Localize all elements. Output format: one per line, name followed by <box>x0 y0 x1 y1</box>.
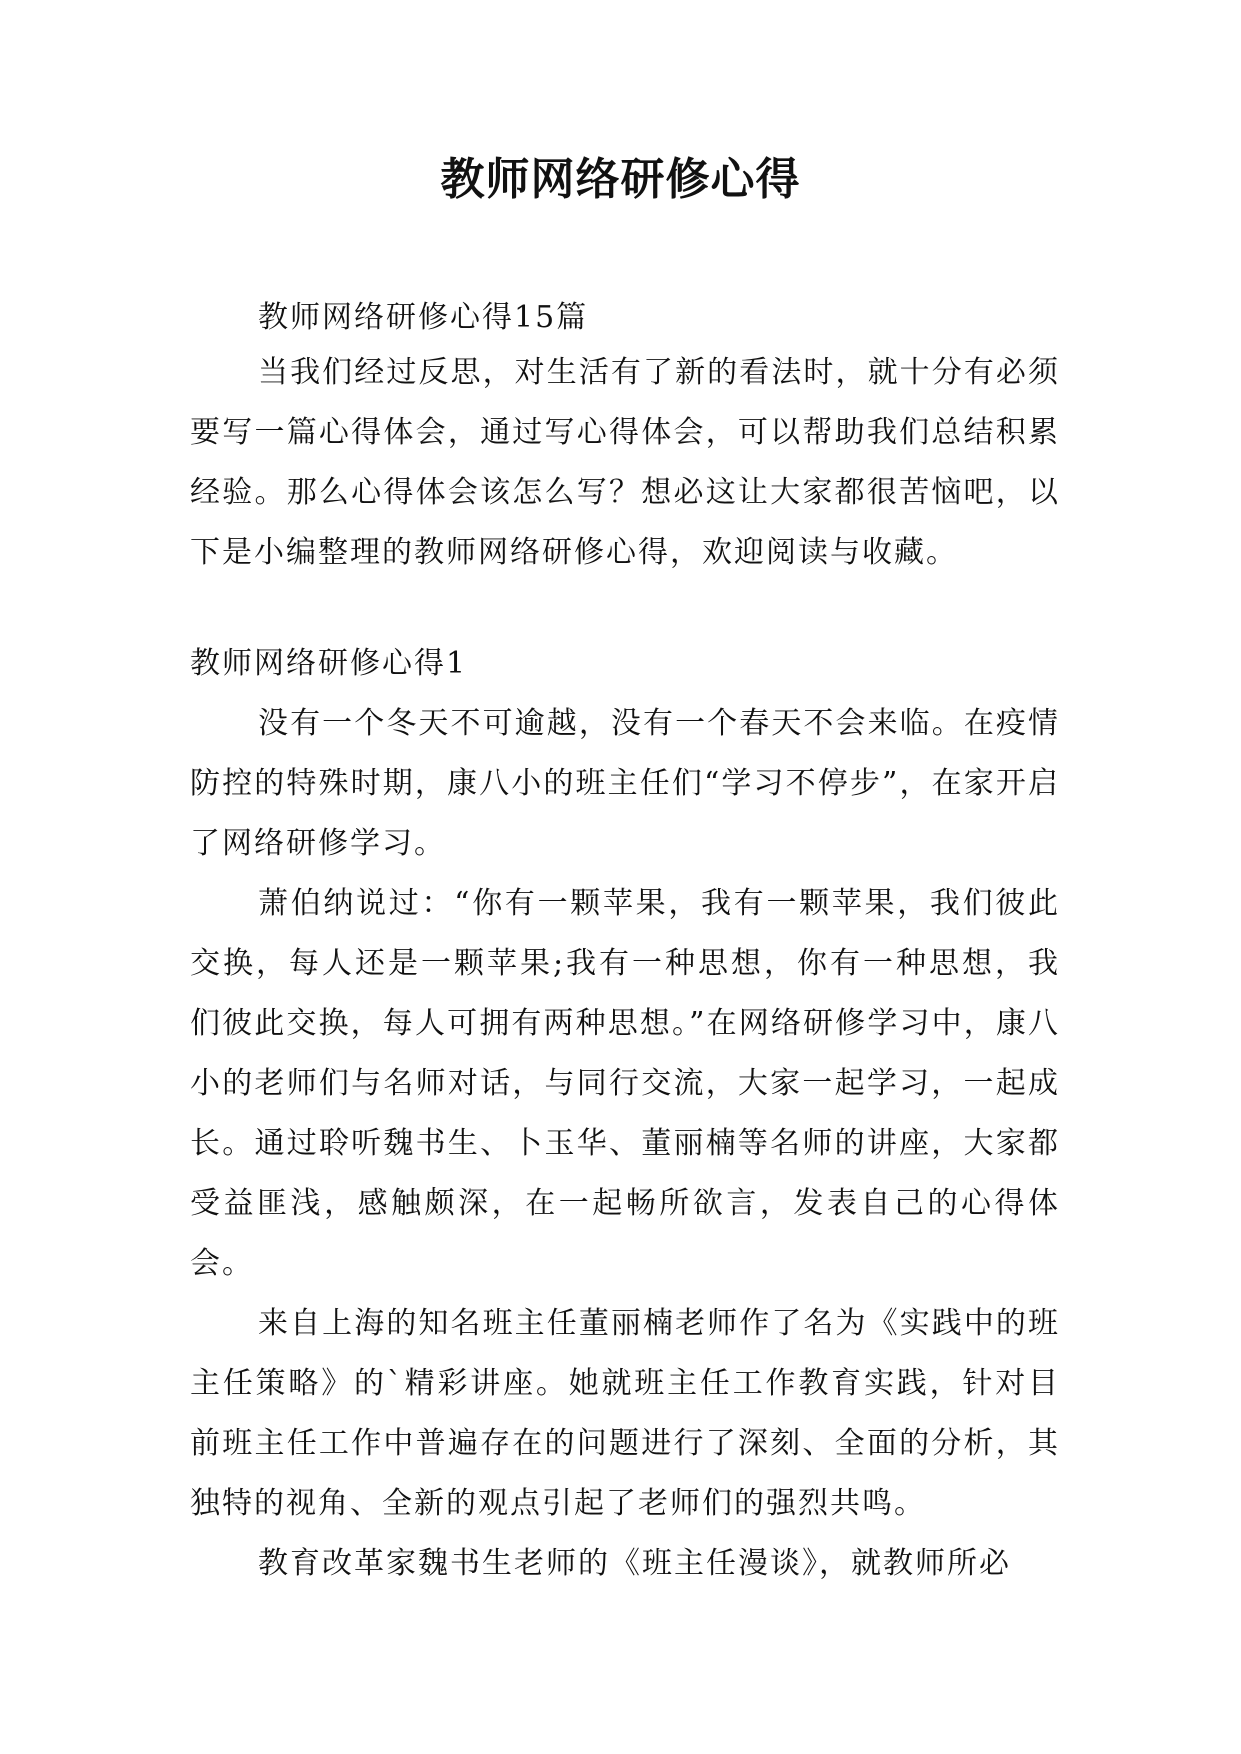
paragraph-3: 来自上海的知名班主任董丽楠老师作了名为《实践中的班主任策略》的`精彩讲座。她就班主任工作教育实践，针对目前班主任工作中普遍存在的问题进行了深刻、全面的分析，其独特的视角、全新的观点引起了老师们的强烈共鸣。 <box>190 1306 1060 1521</box>
section-heading: 教师网络研修心得1 <box>190 646 468 681</box>
document-title: 教师网络研修心得 <box>440 154 801 205</box>
article-section <box>190 634 1060 1594</box>
document-subtitle: 教师网络研修心得15篇 <box>258 300 589 335</box>
paragraph-2: 萧伯纳说过：“你有一颗苹果，我有一颗苹果，我们彼此交换，每人还是一颗苹果;我有一种思想，你有一种思想，我们彼此交换，每人可拥有两种思想。”在网络研修学习中，康八小的老师们与名师对话，与同行交流，大家一起学习，一起成长。通过聆听魏书生、卜玉华、董丽楠等名师的讲座，大家都受益匪浅，感触颇深，在一起畅所欲言，发表自己的心得体会。 <box>190 886 1060 1281</box>
paragraph-1: 没有一个冬天不可逾越，没有一个春天不会来临。在疫情防控的特殊时期，康八小的班主任们“学习不停步”，在家开启了网络研修学习。 <box>190 706 1060 861</box>
intro-paragraph: 当我们经过反思，对生活有了新的看法时，就十分有必须要写一篇心得体会，通过写心得体会，可以帮助我们总结积累经验。那么心得体会该怎么写？想必这让大家都很苦恼吧，以下是小编整理的教师网络研修心得，欢迎阅读与收藏。 <box>190 355 1060 570</box>
paragraph-4: 教育改革家魏书生老师的《班主任漫谈》，就教师所必 <box>258 1546 1011 1581</box>
